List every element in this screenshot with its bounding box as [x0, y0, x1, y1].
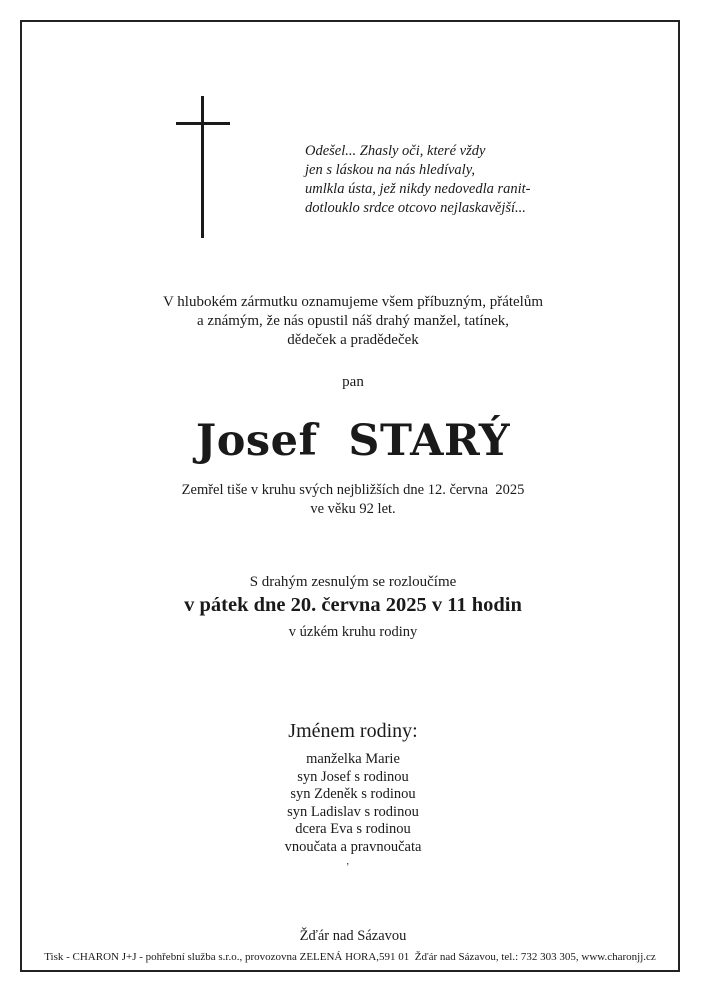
- family-member: dcera Eva s rodinou: [295, 821, 411, 837]
- death-date-line: Zemřel tiše v kruhu svých nejbližších dne 12. června 2025: [181, 482, 525, 498]
- announcement-line: a známým, že nás opustil náš drahý manžel, tatínek,: [197, 313, 509, 329]
- family-heading: Jménem rodiny:: [288, 720, 418, 742]
- age-line: ve věku 92 let.: [310, 501, 396, 517]
- announcement-line: dědeček a pradědeček: [287, 332, 419, 348]
- printer-footer: Tisk - CHARON J+J - pohřební služba s.r.o., provozovna ZELENÁ HORA,591 01 Žďár nad Sázavou, tel.: 732 303 305, www.charonjj.cz: [44, 951, 656, 963]
- family-member: syn Josef s rodinou: [297, 768, 409, 785]
- cross-vertical-bar: [201, 96, 204, 238]
- farewell-date: v pátek dne 20. června 2025 v 11 hodin: [184, 594, 522, 616]
- announcement-text: [20, 293, 686, 350]
- death-info: [20, 481, 686, 519]
- honorific: pan: [342, 374, 364, 390]
- family-member: vnoučata a pravnoučata: [284, 838, 422, 855]
- cross-icon: [176, 96, 230, 238]
- farewell-note: v úzkém kruhu rodiny: [288, 624, 418, 640]
- family-member: syn Ladislav s rodinou: [287, 803, 419, 820]
- family-member: manželka Marie: [306, 751, 400, 767]
- family-list: [20, 751, 686, 856]
- verse: [305, 142, 605, 218]
- announcement-line: V hlubokém zármutku oznamujeme všem příbuzným, přátelům: [162, 294, 544, 310]
- verse-line: jen s láskou na nás hledívaly,: [305, 162, 475, 178]
- farewell-intro: S drahým zesnulým se rozloučíme: [249, 574, 457, 590]
- stray-mark: ʼ: [346, 862, 350, 873]
- cross-horizontal-bar: [176, 122, 230, 125]
- family-member: syn Zdeněk s rodinou: [290, 786, 416, 802]
- place-name: Žďár nad Sázavou: [299, 928, 407, 944]
- verse-line: umlkla ústa, jež nikdy nedovedla ranit-: [305, 181, 531, 197]
- deceased-name: Josef STARÝ: [195, 416, 511, 466]
- verse-line: Odešel... Zhasly oči, které vždy: [305, 143, 486, 159]
- verse-line: dotlouklo srdce otcovo nejlaskavější...: [305, 200, 526, 216]
